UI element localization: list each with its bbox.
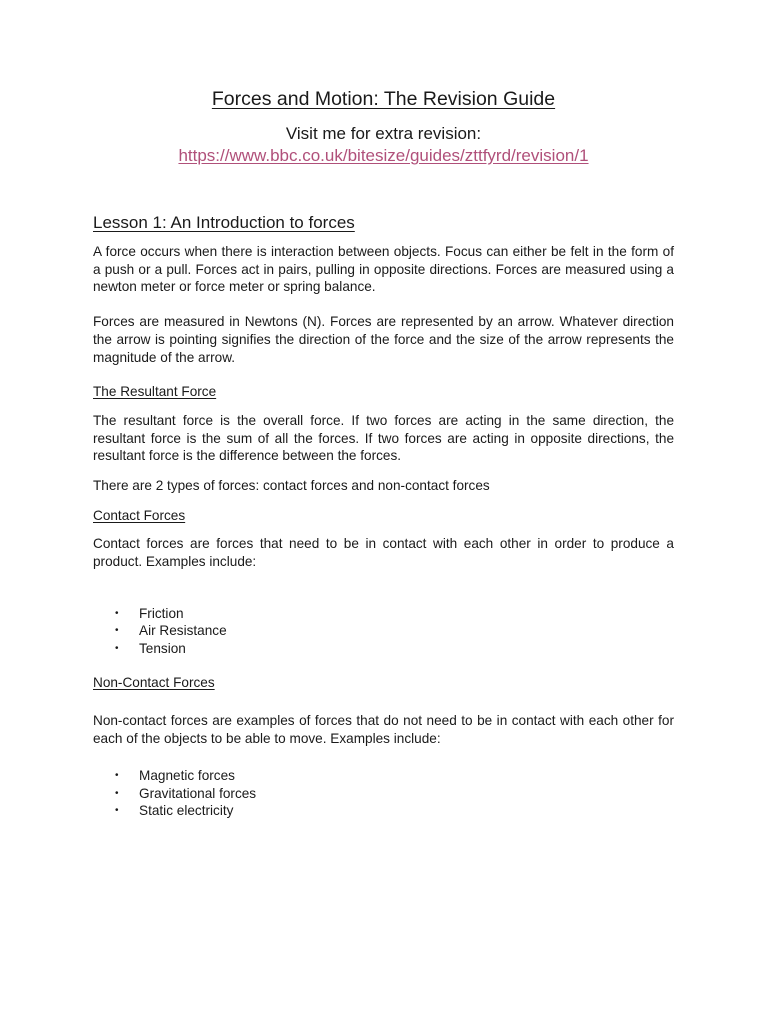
intro-paragraph-2: Forces are measured in Newtons (N). Forces are represented by an arrow. Whatever direction the arrow is pointing signifies the direction of the force and the size of the arrow represents the magnitude of the arrow. <box>93 314 674 365</box>
list-item <box>93 605 674 623</box>
visit-text: Visit me for extra revision: <box>285 124 482 143</box>
list-item-label: Gravitational forces <box>139 785 257 801</box>
bullet-icon: • <box>115 787 119 799</box>
list-item-label: Tension <box>139 640 186 656</box>
contact-forces-list <box>93 605 674 658</box>
contact-forces-paragraph: Contact forces are forces that need to be in contact with each other in order to produce a product. Examples include: <box>93 536 674 570</box>
force-types-paragraph: There are 2 types of forces: contact forces and non-contact forces <box>93 478 490 494</box>
revision-link[interactable]: https://www.bbc.co.uk/bitesize/guides/zttfyrd/revision/1 <box>178 146 589 165</box>
resultant-force-paragraph: The resultant force is the overall force. If two forces are acting in the same direction, the resultant force is the sum of all the forces. If two forces are acting in opposite directions, the resultant force is the difference between the forces. <box>93 412 674 464</box>
bullet-icon: • <box>115 625 119 637</box>
list-item <box>93 640 674 658</box>
noncontact-forces-list <box>93 767 674 820</box>
bullet-icon: • <box>115 770 119 782</box>
bullet-icon: • <box>115 607 119 619</box>
intro-paragraph-1: A force occurs when there is interaction between objects. Focus can either be felt in the form of a push or a pull. Forces act in pairs, pulling in opposite directions. Forces are measured using a newton meter or force meter or spring balance. <box>93 244 674 295</box>
list-item-label: Friction <box>139 605 184 621</box>
bullet-icon: • <box>115 642 119 654</box>
noncontact-forces-heading: Non-Contact Forces <box>93 675 215 691</box>
noncontact-forces-paragraph: Non-contact forces are examples of forces that do not need to be in contact with each other for each of the objects to be able to move. Examples include: <box>93 713 674 746</box>
list-item-label: Air Resistance <box>139 623 227 639</box>
lesson-heading: Lesson 1: An Introduction to forces <box>93 213 355 232</box>
list-item <box>93 767 674 785</box>
document-page <box>93 86 674 820</box>
page-title: Forces and Motion: The Revision Guide <box>211 88 556 110</box>
resultant-force-heading: The Resultant Force <box>93 384 217 400</box>
contact-forces-heading: Contact Forces <box>93 507 186 523</box>
list-item-label: Static electricity <box>139 803 234 819</box>
list-item <box>93 622 674 640</box>
bullet-icon: • <box>115 805 119 817</box>
list-item-label: Magnetic forces <box>139 768 235 784</box>
list-item <box>93 802 674 820</box>
list-item <box>93 785 674 803</box>
